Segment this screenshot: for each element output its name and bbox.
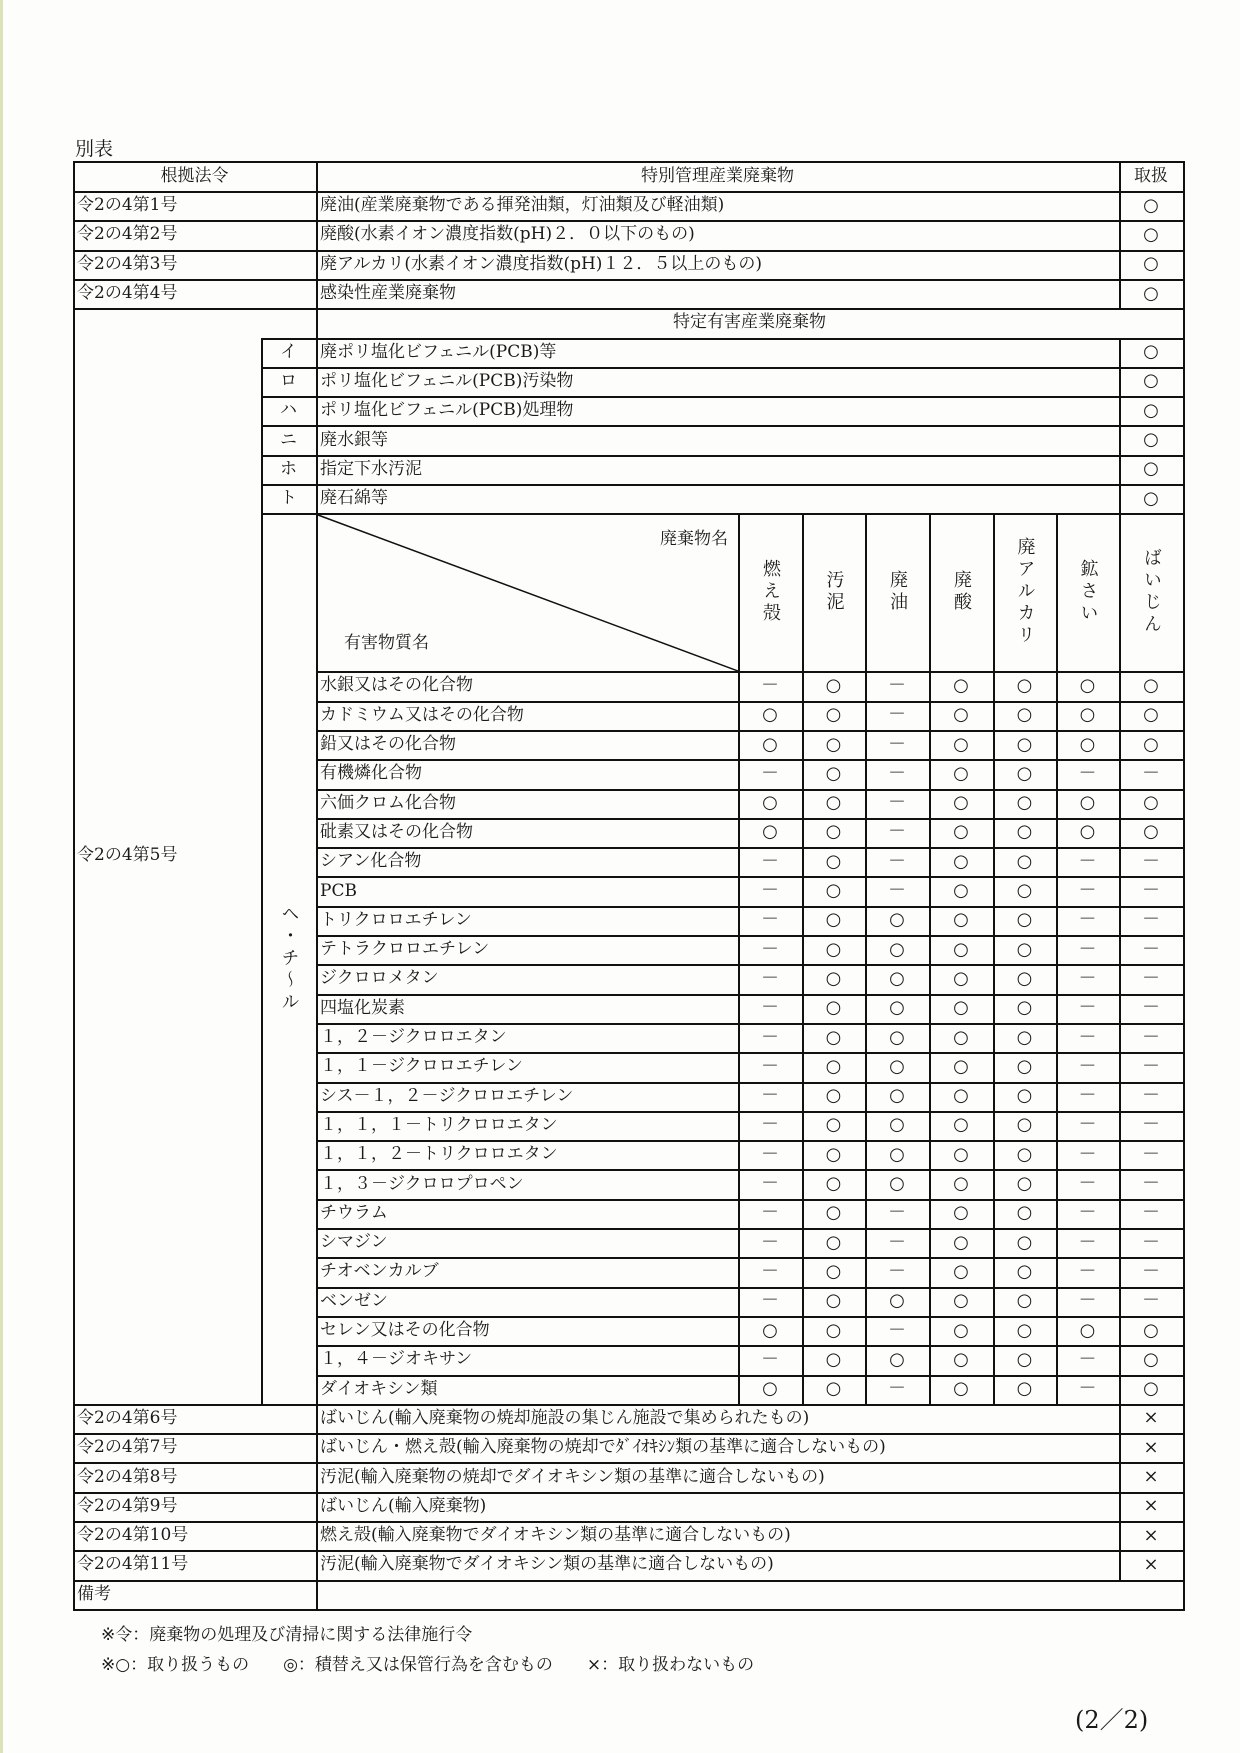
matrix-mark: ○ <box>1016 880 1033 902</box>
matrix-mark: ○ <box>1079 704 1096 726</box>
matrix-mark: ○ <box>953 1055 969 1077</box>
matrix-mark: － <box>888 1319 906 1341</box>
matrix-mark: ○ <box>953 1085 969 1107</box>
matrix-mark: ○ <box>953 821 969 843</box>
matrix-mark: － <box>1142 1026 1160 1048</box>
rule-v <box>1119 513 1121 1404</box>
matrix-mark: － <box>888 704 906 726</box>
matrix-mark: ○ <box>1016 792 1033 814</box>
matrix-mark: － <box>888 762 906 784</box>
rule-h <box>73 161 1185 163</box>
matrix-mark: ○ <box>953 909 969 931</box>
handling-mark: ○ <box>1143 253 1159 275</box>
matrix-mark: ○ <box>889 1290 905 1312</box>
matrix-mark: － <box>1078 1114 1097 1136</box>
matrix-mark: ○ <box>1016 850 1033 872</box>
matrix-mark: ○ <box>825 1319 842 1341</box>
matrix-mark: ○ <box>953 704 969 726</box>
matrix-mark: ○ <box>953 1143 969 1165</box>
matrix-mark: ○ <box>953 1260 969 1282</box>
matrix-mark: ○ <box>1079 792 1096 814</box>
matrix-mark: － <box>1078 1085 1097 1107</box>
matrix-mark: － <box>761 1026 779 1048</box>
matrix-mark: － <box>761 1290 779 1312</box>
matrix-mark: ○ <box>953 762 969 784</box>
matrix-mark: ○ <box>889 1173 905 1195</box>
matrix-mark: － <box>1142 1114 1160 1136</box>
matrix-mark: ○ <box>953 733 969 755</box>
matrix-mark: ○ <box>953 997 969 1019</box>
matrix-mark: － <box>1078 1260 1097 1282</box>
matrix-mark: － <box>761 674 779 696</box>
matrix-mark: － <box>888 674 906 696</box>
substance-name: １，１，２－トリクロロエタン <box>320 1144 558 1165</box>
substance-name: シアン化合物 <box>320 851 422 872</box>
matrix-column-header: 燃え殻 <box>760 559 781 626</box>
matrix-mark: － <box>761 1231 779 1253</box>
matrix-mark: ○ <box>825 704 842 726</box>
matrix-mark: ○ <box>889 909 905 931</box>
matrix-mark: ○ <box>953 880 969 902</box>
matrix-mark: － <box>1078 938 1097 960</box>
substance-name: テトラクロロエチレン <box>320 939 490 960</box>
matrix-mark: ○ <box>953 967 969 989</box>
matrix-mark: ○ <box>889 967 905 989</box>
matrix-mark: ○ <box>825 792 842 814</box>
waste-name: 廃石綿等 <box>320 488 388 509</box>
matrix-mark: ○ <box>889 1348 905 1370</box>
matrix-mark: ○ <box>825 909 842 931</box>
waste-name: 廃ポリ塩化ビフェニル(PCB)等 <box>320 341 557 362</box>
rule-v <box>73 161 75 1611</box>
matrix-mark: － <box>761 938 779 960</box>
matrix-mark: － <box>1142 1231 1160 1253</box>
matrix-mark: － <box>761 880 779 902</box>
matrix-mark: － <box>1142 1055 1160 1077</box>
matrix-mark: － <box>1078 1173 1097 1195</box>
matrix-mark: ○ <box>825 762 842 784</box>
matrix-mark: ○ <box>825 1055 842 1077</box>
matrix-mark: ○ <box>1016 1319 1033 1341</box>
matrix-mark: － <box>761 1085 779 1107</box>
matrix-mark: － <box>888 1231 906 1253</box>
matrix-column-header: 汚泥 <box>823 570 845 615</box>
rule-v <box>929 513 931 1404</box>
matrix-mark: ○ <box>953 1173 969 1195</box>
matrix-mark: ○ <box>889 1026 905 1048</box>
substance-name: チオベンカルブ <box>320 1261 439 1282</box>
handling-mark: ○ <box>1143 458 1159 480</box>
matrix-mark: ○ <box>1016 1260 1033 1282</box>
waste-name: ばいじん・燃え殻(輸入廃棄物の焼却でﾀﾞｲｵｷｼﾝ類の基準に適合しないもの) <box>320 1437 886 1458</box>
letter-cell: ホ <box>280 458 297 479</box>
matrix-mark: － <box>761 1348 779 1370</box>
handling-mark: ○ <box>1143 282 1159 304</box>
matrix-mark: － <box>1078 1026 1097 1048</box>
matrix-mark: ○ <box>825 1348 842 1370</box>
matrix-mark: － <box>1078 1378 1097 1400</box>
matrix-mark: ○ <box>825 938 842 960</box>
rule-v <box>802 513 804 1404</box>
matrix-mark: － <box>1142 762 1160 784</box>
header-basis: 根拠法令 <box>160 165 229 186</box>
matrix-mark: － <box>1142 1260 1160 1282</box>
matrix-column-header: 廃酸 <box>951 570 972 615</box>
matrix-mark: － <box>761 997 779 1019</box>
matrix-mark: ○ <box>889 1085 905 1107</box>
matrix-mark: ○ <box>1016 1085 1033 1107</box>
letter-cell: ニ <box>280 429 297 450</box>
matrix-mark: ○ <box>889 938 905 960</box>
matrix-mark: － <box>1078 909 1097 931</box>
waste-name: 廃水銀等 <box>320 429 388 450</box>
substance-name: １，１－ジクロロエチレン <box>320 1056 523 1077</box>
matrix-mark: － <box>761 1202 779 1224</box>
matrix-mark: － <box>1142 997 1160 1019</box>
waste-name: ポリ塩化ビフェニル(PCB)処理物 <box>320 400 574 421</box>
rule-v <box>316 161 318 1609</box>
rule-v <box>1056 513 1058 1404</box>
letter-cell: ロ <box>280 370 297 391</box>
matrix-column-header: 鉱さい <box>1077 559 1099 626</box>
basis-cell: 令2の4第5号 <box>77 845 178 866</box>
matrix-mark: － <box>1078 997 1097 1019</box>
matrix-mark: － <box>888 1260 906 1282</box>
matrix-mark: － <box>1078 1143 1097 1165</box>
waste-name: 廃酸(水素イオン濃度指数(pH)２．０以下のもの) <box>320 224 695 245</box>
matrix-mark: ○ <box>825 1143 842 1165</box>
remarks-label: 備考 <box>77 1583 111 1604</box>
substance-name: １，２－ジクロロエタン <box>320 1027 507 1048</box>
matrix-mark: － <box>761 1173 779 1195</box>
matrix-mark: － <box>888 880 906 902</box>
matrix-mark: ○ <box>825 1026 842 1048</box>
matrix-mark: ○ <box>825 1085 842 1107</box>
matrix-mark: ○ <box>825 1114 842 1136</box>
matrix-mark: ○ <box>953 938 969 960</box>
handling-mark: ○ <box>1143 341 1159 363</box>
matrix-mark: ○ <box>1016 1231 1033 1253</box>
specified-header: 特定有害産業廃棄物 <box>673 312 826 333</box>
matrix-mark: ○ <box>953 850 969 872</box>
substance-name: ジクロロメタン <box>320 968 439 989</box>
matrix-mark: ○ <box>1016 1026 1033 1048</box>
matrix-mark: ○ <box>825 850 842 872</box>
matrix-mark: ○ <box>889 1114 905 1136</box>
matrix-mark: ○ <box>1079 674 1096 696</box>
matrix-mark: ○ <box>1143 733 1159 755</box>
handling-mark: × <box>1143 1553 1159 1575</box>
matrix-mark: － <box>761 1114 779 1136</box>
basis-cell: 令2の4第1号 <box>77 195 178 216</box>
matrix-mark: ○ <box>1143 1319 1159 1341</box>
substance-name: 四塩化炭素 <box>320 997 405 1018</box>
matrix-mark: ○ <box>953 1231 969 1253</box>
header-special-waste: 特別管理産業廃棄物 <box>641 165 794 186</box>
matrix-mark: ○ <box>825 967 842 989</box>
matrix-mark: ○ <box>1143 1378 1159 1400</box>
substance-name: PCB <box>320 880 357 901</box>
handling-mark: ○ <box>1143 399 1159 421</box>
substance-name: カドミウム又はその化合物 <box>320 704 524 725</box>
matrix-mark: ○ <box>825 674 842 696</box>
rule-h <box>73 1609 1185 1611</box>
matrix-mark: ○ <box>1016 938 1033 960</box>
waste-name: ばいじん(輸入廃棄物) <box>320 1495 487 1516</box>
matrix-mark: ○ <box>1143 674 1159 696</box>
matrix-mark: ○ <box>762 704 778 726</box>
rule-v <box>993 513 995 1404</box>
matrix-mark: － <box>888 850 906 872</box>
basis-cell: 令2の4第10号 <box>77 1525 189 1546</box>
matrix-mark: ○ <box>1016 1114 1033 1136</box>
matrix-mark: ○ <box>1079 733 1096 755</box>
substance-name: １，１，１－トリクロロエタン <box>320 1114 558 1135</box>
matrix-mark: ○ <box>762 733 778 755</box>
matrix-column-header: ばいじん <box>1141 548 1162 637</box>
matrix-mark: － <box>1142 967 1160 989</box>
matrix-mark: ○ <box>825 733 842 755</box>
substance-name: ベンゼン <box>320 1290 388 1311</box>
waste-name: 汚泥(輸入廃棄物の焼却でダイオキシン類の基準に適合しないもの) <box>320 1466 825 1487</box>
matrix-mark: ○ <box>1016 821 1033 843</box>
matrix-mark: ○ <box>762 821 778 843</box>
corner-substance-name: 有害物質名 <box>344 632 429 653</box>
matrix-mark: ○ <box>825 1173 842 1195</box>
matrix-mark: ○ <box>1016 967 1033 989</box>
matrix-mark: ○ <box>1016 1378 1033 1400</box>
substance-name: セレン又はその化合物 <box>320 1320 490 1341</box>
basis-cell: 令2の4第3号 <box>77 253 178 274</box>
matrix-mark: ○ <box>953 1290 969 1312</box>
matrix-mark: ○ <box>825 1260 842 1282</box>
matrix-mark: － <box>1142 1085 1160 1107</box>
waste-name: ポリ塩化ビフェニル(PCB)汚染物 <box>320 370 574 391</box>
basis-cell: 令2の4第11号 <box>77 1554 189 1575</box>
substance-name: シマジン <box>320 1232 388 1253</box>
matrix-mark: － <box>888 1202 906 1224</box>
matrix-mark: ○ <box>953 1378 969 1400</box>
matrix-mark: － <box>1078 880 1097 902</box>
matrix-mark: ○ <box>825 1290 842 1312</box>
waste-name: 燃え殻(輸入廃棄物でダイオキシン類の基準に適合しないもの) <box>320 1525 791 1546</box>
matrix-mark: ○ <box>889 997 905 1019</box>
matrix-mark: ○ <box>953 674 969 696</box>
matrix-mark: ○ <box>1016 1348 1033 1370</box>
matrix-letter-range: ヘ・チ〜ル <box>278 903 300 1014</box>
matrix-mark: － <box>761 1143 779 1165</box>
substance-name: ダイオキシン類 <box>320 1378 438 1399</box>
handling-mark: × <box>1143 1495 1159 1517</box>
matrix-mark: － <box>888 792 906 814</box>
basis-cell: 令2の4第6号 <box>77 1407 178 1428</box>
basis-cell: 令2の4第9号 <box>77 1495 178 1516</box>
matrix-mark: ○ <box>1143 1348 1159 1370</box>
matrix-mark: － <box>1142 1143 1160 1165</box>
matrix-mark: － <box>1078 850 1097 872</box>
page-number: (2／2) <box>1075 1706 1149 1734</box>
waste-name: 指定下水汚泥 <box>320 458 422 479</box>
matrix-mark: － <box>888 1378 906 1400</box>
matrix-mark: ○ <box>762 1319 778 1341</box>
handling-mark: × <box>1143 1407 1159 1429</box>
basis-cell: 令2の4第4号 <box>77 283 178 304</box>
matrix-mark: － <box>1142 850 1160 872</box>
matrix-mark: ○ <box>1079 1319 1096 1341</box>
scan-edge <box>0 0 3 1753</box>
matrix-mark: ○ <box>953 1026 969 1048</box>
handling-mark: ○ <box>1143 194 1159 216</box>
matrix-mark: ○ <box>889 1143 905 1165</box>
matrix-mark: ○ <box>953 1348 969 1370</box>
substance-name: １，４－ジオキサン <box>320 1349 473 1370</box>
matrix-mark: － <box>761 762 779 784</box>
matrix-mark: － <box>1078 762 1097 784</box>
rule-v <box>738 513 740 1404</box>
matrix-mark: ○ <box>1143 704 1159 726</box>
matrix-mark: ○ <box>953 1319 969 1341</box>
rule-v <box>1119 1404 1121 1580</box>
matrix-mark: ○ <box>825 1231 842 1253</box>
matrix-mark: ○ <box>1016 1055 1033 1077</box>
waste-name: 汚泥(輸入廃棄物でダイオキシン類の基準に適合しないもの) <box>320 1554 774 1575</box>
matrix-mark: － <box>761 1260 779 1282</box>
matrix-column-header: 廃アルカリ <box>1014 537 1036 648</box>
waste-name: 感染性産業廃棄物 <box>320 283 456 304</box>
substance-name: 砒素又はその化合物 <box>320 821 473 842</box>
rule-v <box>1119 338 1121 514</box>
matrix-mark: ○ <box>1143 792 1159 814</box>
matrix-mark: － <box>1142 880 1160 902</box>
waste-name: 廃油(産業廃棄物である揮発油類，灯油類及び軽油類) <box>320 195 725 216</box>
handling-mark: ○ <box>1143 429 1159 451</box>
letter-cell: ハ <box>280 400 297 421</box>
matrix-mark: － <box>761 1055 779 1077</box>
substance-name: 六価クロム化合物 <box>320 792 456 813</box>
matrix-mark: － <box>1142 909 1160 931</box>
matrix-mark: ○ <box>1016 1173 1033 1195</box>
matrix-mark: ○ <box>1016 1143 1033 1165</box>
matrix-mark: ○ <box>1016 1202 1033 1224</box>
substance-name: 鉛又はその化合物 <box>320 734 456 755</box>
rule-v <box>865 513 867 1404</box>
basis-cell: 令2の4第2号 <box>77 224 178 245</box>
waste-name: ばいじん(輸入廃棄物の焼却施設の集じん施設で集められたもの) <box>320 1407 810 1428</box>
matrix-mark: ○ <box>825 821 842 843</box>
matrix-mark: ○ <box>825 1202 842 1224</box>
matrix-mark: ○ <box>825 880 842 902</box>
matrix-mark: ○ <box>1016 704 1033 726</box>
matrix-mark: － <box>888 821 906 843</box>
matrix-mark: － <box>1078 1202 1097 1224</box>
matrix-mark: ○ <box>1016 762 1033 784</box>
matrix-mark: ○ <box>825 997 842 1019</box>
matrix-mark: － <box>1078 1055 1097 1077</box>
substance-name: １，３－ジクロロプロペン <box>320 1173 524 1194</box>
matrix-mark: ○ <box>1016 997 1033 1019</box>
matrix-mark: ○ <box>1143 821 1159 843</box>
substance-name: 水銀又はその化合物 <box>320 675 473 696</box>
matrix-column-header: 廃油 <box>887 570 908 615</box>
matrix-mark: ○ <box>953 792 969 814</box>
remarks-value <box>316 1580 1183 1609</box>
matrix-mark: － <box>1142 1173 1160 1195</box>
matrix-mark: － <box>888 733 906 755</box>
footnote-2: ※○：取り扱うもの ◎：積替え又は保管行為を含むもの ×：取り扱わないもの <box>101 1655 755 1675</box>
matrix-mark: ○ <box>889 1055 905 1077</box>
matrix-mark: － <box>1078 1290 1097 1312</box>
matrix-mark: ○ <box>762 792 778 814</box>
matrix-mark: ○ <box>1016 674 1033 696</box>
basis-cell: 令2の4第7号 <box>77 1437 178 1458</box>
matrix-mark: － <box>1078 1231 1097 1253</box>
matrix-mark: ○ <box>1016 733 1033 755</box>
matrix-mark: － <box>1142 938 1160 960</box>
matrix-mark: ○ <box>825 1378 842 1400</box>
matrix-mark: － <box>1078 1348 1097 1370</box>
rule-v <box>1183 161 1185 1611</box>
header-handling: 取扱 <box>1134 165 1168 186</box>
matrix-mark: ○ <box>1016 909 1033 931</box>
matrix-mark: － <box>1142 1202 1160 1224</box>
basis-cell: 令2の4第8号 <box>77 1466 178 1487</box>
matrix-mark: ○ <box>1016 1290 1033 1312</box>
matrix-mark: － <box>761 967 779 989</box>
matrix-mark: － <box>1078 967 1097 989</box>
handling-mark: ○ <box>1143 370 1159 392</box>
substance-name: チウラム <box>320 1202 388 1223</box>
matrix-mark: － <box>761 909 779 931</box>
handling-mark: × <box>1143 1524 1159 1546</box>
matrix-mark: ○ <box>1079 821 1096 843</box>
matrix-mark: ○ <box>762 1378 778 1400</box>
handling-mark: × <box>1143 1466 1159 1488</box>
page-title: 別表 <box>75 138 114 160</box>
footnote-1: ※令：廃棄物の処理及び清掃に関する法律施行令 <box>101 1625 473 1645</box>
handling-mark: ○ <box>1143 487 1159 509</box>
rule-v <box>1119 161 1121 308</box>
waste-name: 廃アルカリ(水素イオン濃度指数(pH)１２．５以上のもの) <box>320 253 763 274</box>
letter-cell: イ <box>280 341 297 362</box>
substance-name: シス－１，２－ジクロロエチレン <box>320 1085 574 1106</box>
matrix-mark: － <box>761 850 779 872</box>
handling-mark: ○ <box>1143 223 1159 245</box>
matrix-mark: － <box>1142 1290 1160 1312</box>
substance-name: トリクロロエチレン <box>320 909 472 930</box>
letter-cell: ト <box>280 488 297 509</box>
matrix-mark: ○ <box>953 1114 969 1136</box>
matrix-mark: ○ <box>953 1202 969 1224</box>
handling-mark: × <box>1143 1436 1159 1458</box>
substance-name: 有機燐化合物 <box>320 763 422 784</box>
corner-waste-name: 廃棄物名 <box>660 528 728 549</box>
